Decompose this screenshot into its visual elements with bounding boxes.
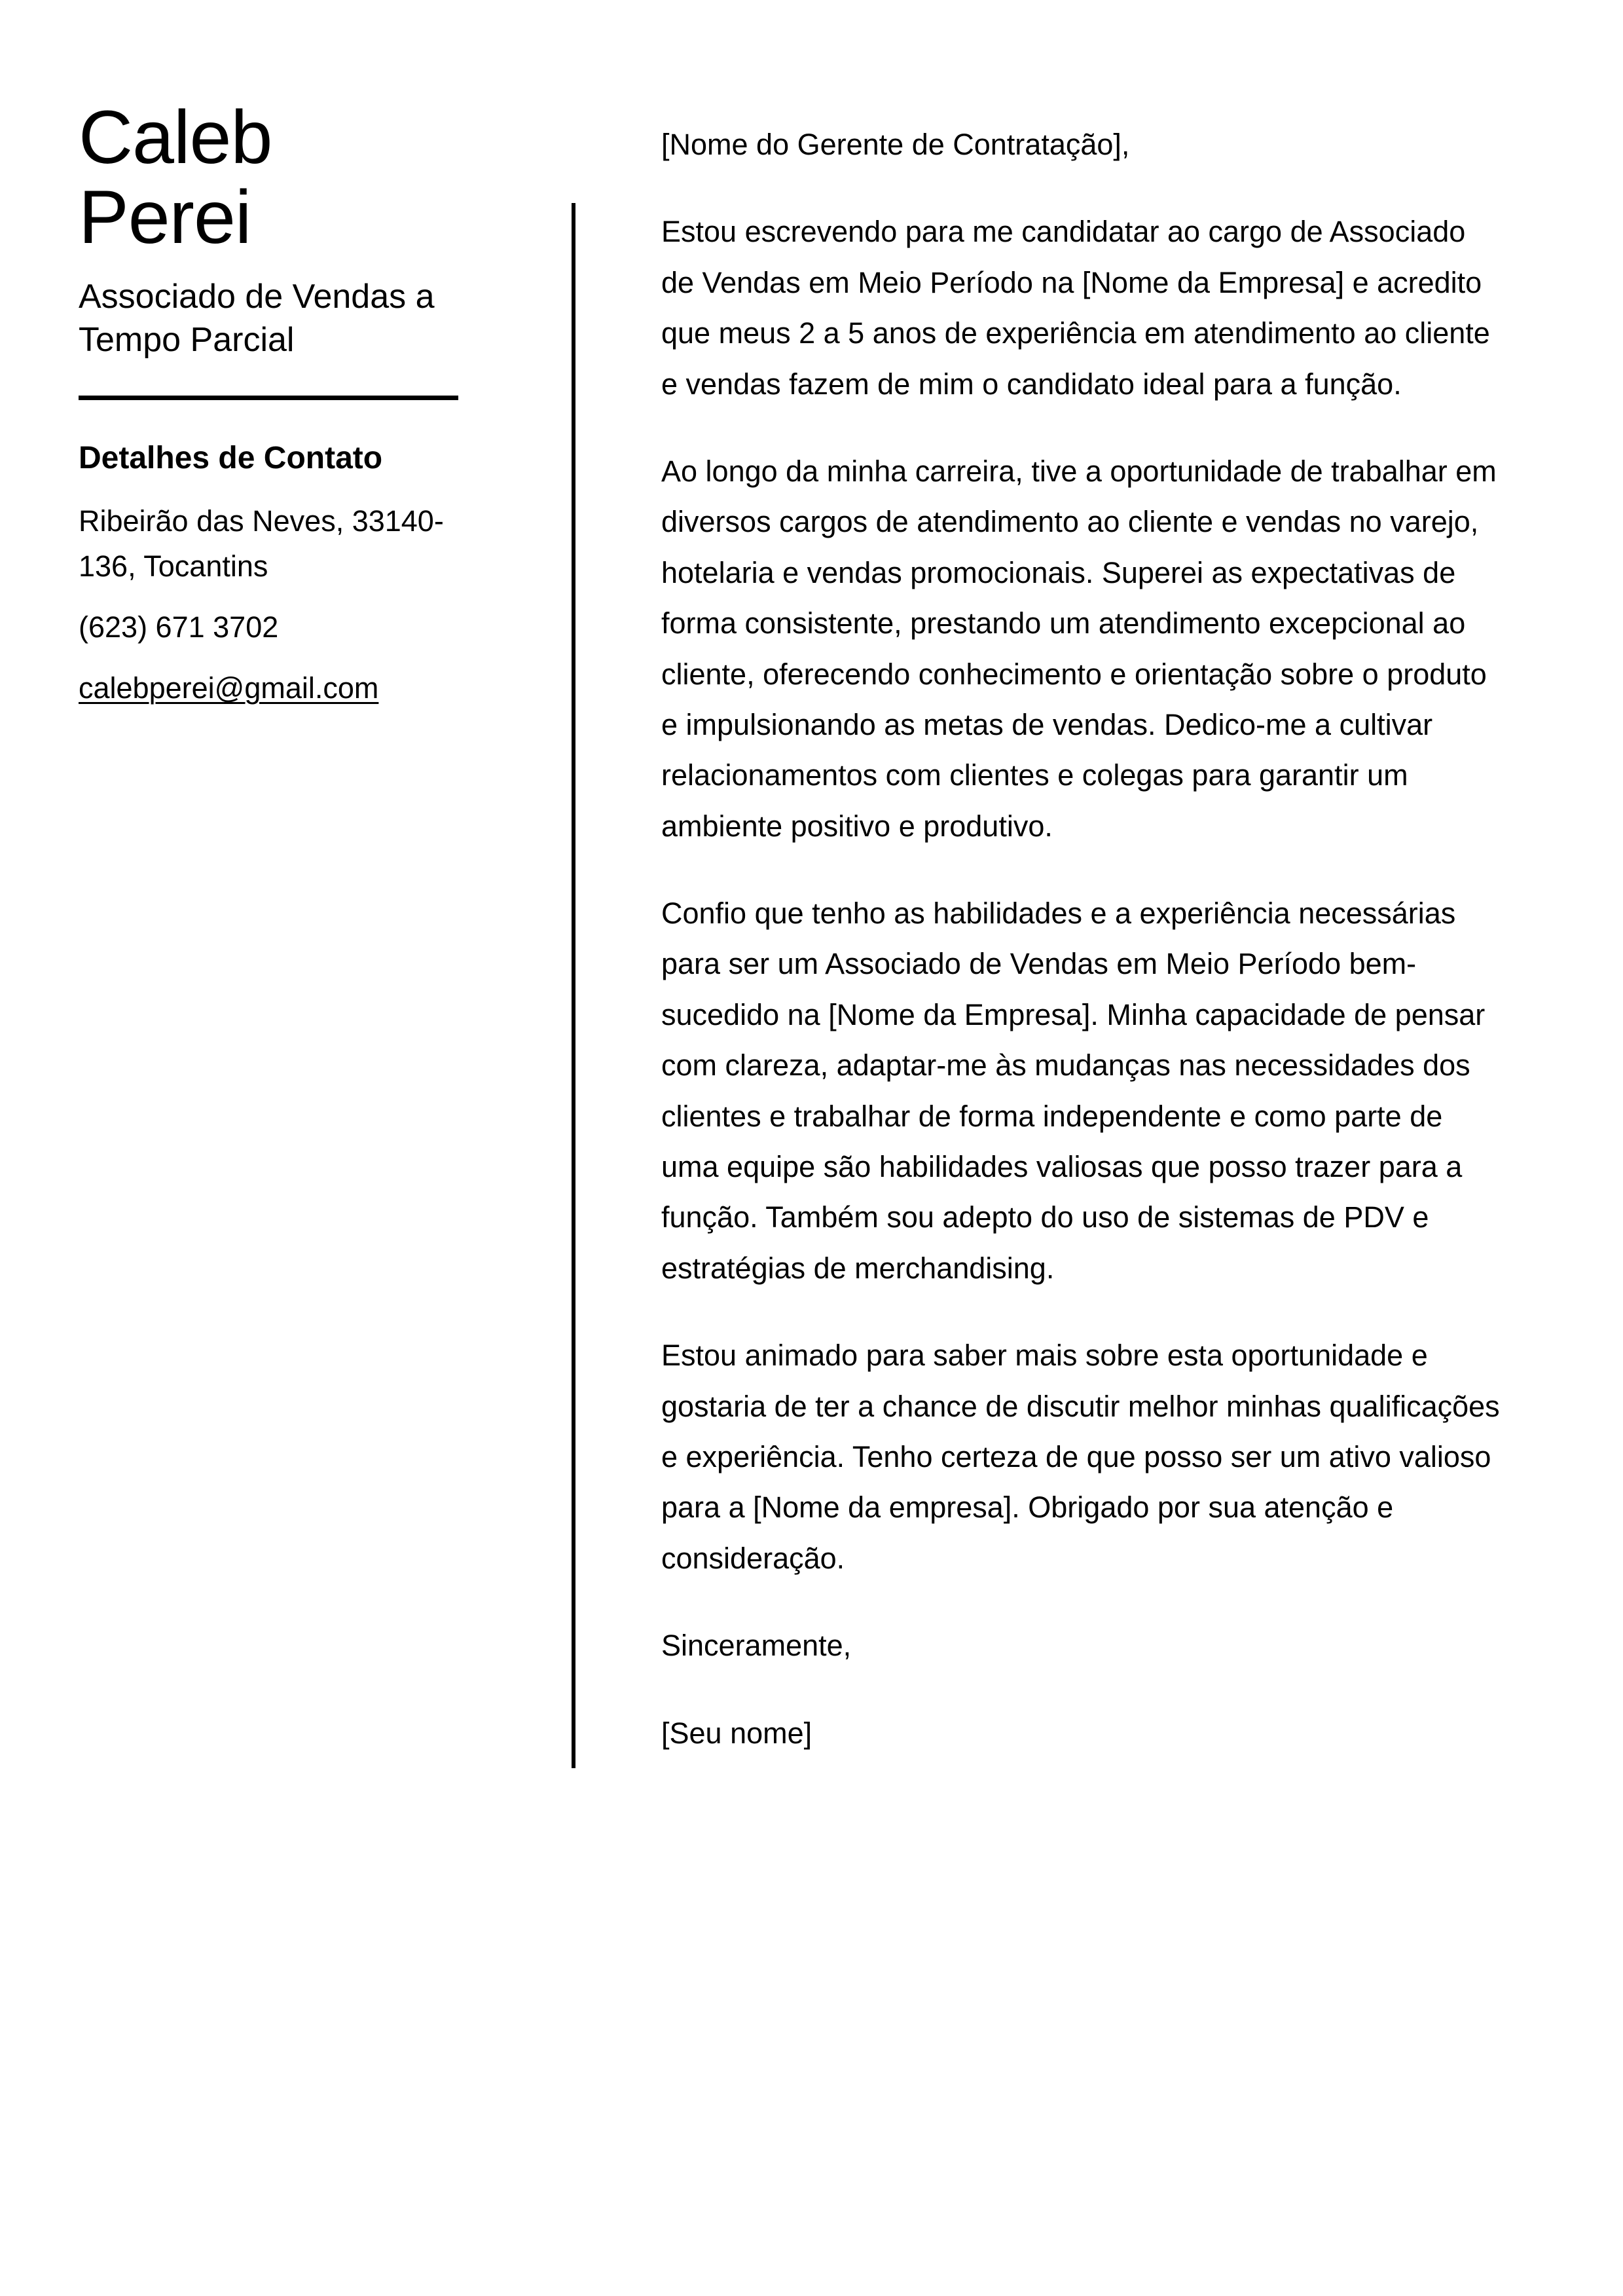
letter-paragraph-1: Estou escrevendo para me candidatar ao cargo de Associado de Vendas em Meio Período na [Nome da Empresa] e acredito que meus 2 a 5 anos de experiência em atendimento ao cliente e vendas fazem de mim o candidato ideal para a função. bbox=[661, 215, 1490, 401]
letter-paragraph-4: Estou animado para saber mais sobre esta oportunidade e gostaria de ter a chance de discutir melhor minhas qualificações e experiência. Tenho certeza de que posso ser um ativo valioso para a [Nome da empresa]. Obrigado por sua atenção e consideração. bbox=[661, 1339, 1500, 1575]
contact-email-link[interactable]: calebperei@gmail.com bbox=[79, 671, 379, 705]
letter-signature: [Seu nome] bbox=[661, 1716, 812, 1750]
sidebar bbox=[79, 98, 471, 711]
letter-salutation: [Nome do Gerente de Contratação], bbox=[661, 128, 1130, 161]
letter-paragraph-2: Ao longo da minha carreira, tive a oportunidade de trabalhar em diversos cargos de atendimento ao cliente e vendas no varejo, hotelaria e vendas promocionais. Superei as expectativas de forma consistente, prestando um atendimento excepcional ao cliente, oferecendo conhecimento e orientação sobre o produto e impulsionando as metas de vendas. Dedico-me a cultivar relacionamentos com clientes e colegas para garantir um ambiente positivo e produtivo. bbox=[661, 454, 1497, 843]
contact-email-item bbox=[79, 666, 445, 711]
candidate-last-name: Perei bbox=[79, 175, 251, 259]
sidebar-divider-rule bbox=[79, 396, 458, 400]
letter-body bbox=[661, 119, 1506, 1758]
contact-details-list bbox=[79, 499, 471, 711]
letter-paragraph-3: Confio que tenho as habilidades e a experiência necessárias para ser um Associado de Vendas em Meio Período bem-sucedido na [Nome da Empresa]. Minha capacidade de pensar com clareza, adaptar-me às mudanças nas necessidades dos clientes e trabalhar de forma independente e como parte de uma equipe são habilidades valiosas que posso trazer para a função. Também sou adepto do uso de sistemas de PDV e estratégias de merchandising. bbox=[661, 897, 1486, 1285]
candidate-name bbox=[79, 98, 471, 258]
column-divider bbox=[572, 203, 575, 1768]
letter-closing: Sinceramente, bbox=[661, 1629, 852, 1663]
job-title: Associado de Vendas a Tempo Parcial bbox=[79, 277, 435, 359]
candidate-first-name: Caleb bbox=[79, 96, 272, 179]
contact-phone: (623) 671 3702 bbox=[79, 610, 279, 644]
contact-address: Ribeirão das Neves, 33140-136, Tocantins bbox=[79, 504, 444, 583]
contact-details-heading: Detalhes de Contato bbox=[79, 440, 383, 475]
